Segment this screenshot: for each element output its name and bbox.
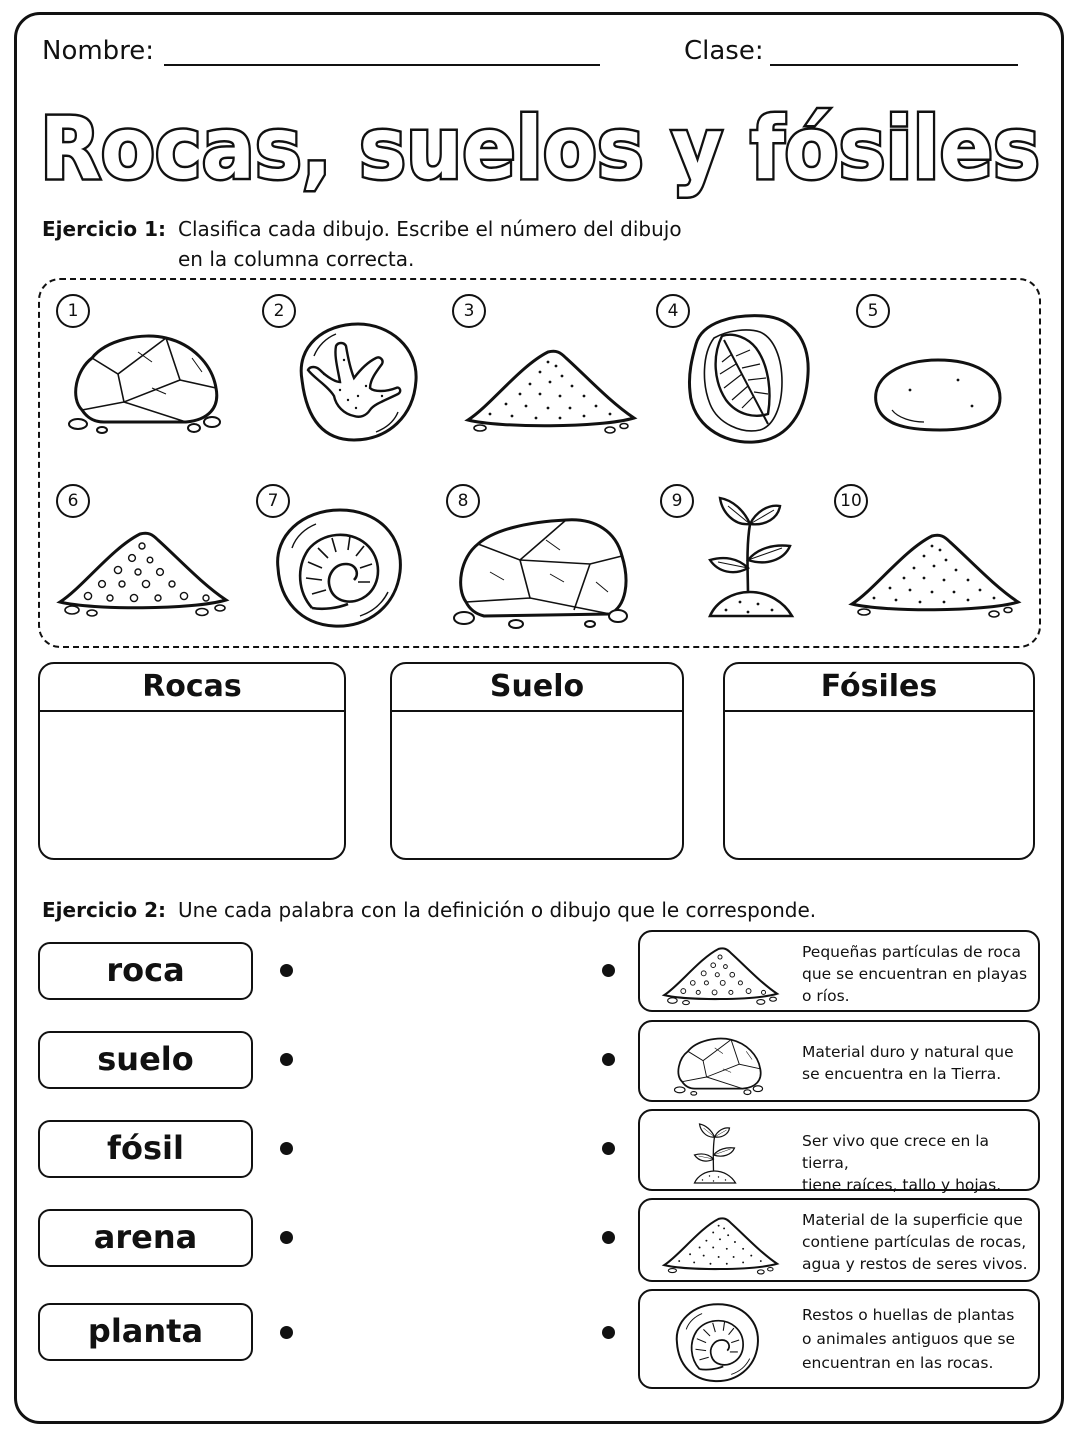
match-dot-left-2[interactable] <box>280 1053 293 1066</box>
item-number-7: 7 <box>256 484 290 518</box>
ammonite-fossil-icon <box>664 1299 768 1385</box>
class-label: Clase: <box>684 36 764 66</box>
definition-card-2 <box>638 1020 1040 1102</box>
match-dot-right-2[interactable] <box>602 1053 615 1066</box>
item-number-3: 3 <box>452 294 486 328</box>
sand-pile-icon <box>460 336 640 436</box>
class-line-field[interactable] <box>770 64 1018 66</box>
pebble-icon <box>862 340 1012 440</box>
match-dot-left-5[interactable] <box>280 1326 293 1339</box>
gravel-pile-icon <box>52 518 232 618</box>
item-number-5: 5 <box>856 294 890 328</box>
exercise1-instruction-line1: Clasifica cada dibujo. Escribe el número del dibujo <box>178 217 682 241</box>
column-rocas-header: Rocas <box>40 664 344 712</box>
sand-pile-icon <box>650 938 790 1006</box>
ammonite-fossil-icon <box>262 502 412 632</box>
match-dot-left-3[interactable] <box>280 1142 293 1155</box>
name-label: Nombre: <box>42 36 155 66</box>
item-number-8: 8 <box>446 484 480 518</box>
column-suelo[interactable] <box>390 662 684 860</box>
column-suelo-header: Suelo <box>392 664 682 712</box>
plant-sprout-icon <box>696 484 806 624</box>
match-dot-right-5[interactable] <box>602 1326 615 1339</box>
column-fosiles-header: Fósiles <box>725 664 1033 712</box>
word-fosil: fósil <box>38 1120 253 1178</box>
soil-pile-icon <box>650 1208 790 1276</box>
rock-icon <box>62 318 232 438</box>
item-number-4: 4 <box>656 294 690 328</box>
item-number-6: 6 <box>56 484 90 518</box>
definition-card-4 <box>638 1198 1040 1282</box>
rock-icon <box>662 1028 778 1098</box>
exercise2-instruction: Une cada palabra con la definición o dibujo que le corresponde. <box>178 898 817 922</box>
item-number-1: 1 <box>56 294 90 328</box>
word-suelo: suelo <box>38 1031 253 1089</box>
column-rocas[interactable] <box>38 662 346 860</box>
word-arena: arena <box>38 1209 253 1267</box>
item-number-2: 2 <box>262 294 296 328</box>
word-roca: roca <box>38 942 253 1000</box>
match-dot-right-3[interactable] <box>602 1142 615 1155</box>
definition-card-1 <box>638 930 1040 1012</box>
word-planta: planta <box>38 1303 253 1361</box>
definition-card-5 <box>638 1289 1040 1389</box>
page-title-text: Rocas, suelos y fósiles <box>40 99 1040 199</box>
definition-text-4: Material de la superficie que contiene partículas de rocas, agua y restos de seres vivos. <box>802 1211 1028 1273</box>
page-title <box>30 82 1050 202</box>
soil-pile-icon <box>844 520 1024 620</box>
boulder-icon <box>450 502 640 632</box>
leaf-fossil-icon <box>678 308 818 448</box>
plant-sprout-icon <box>680 1117 750 1187</box>
column-fosiles[interactable] <box>723 662 1035 860</box>
exercise2-label: Ejercicio 2: <box>42 898 166 922</box>
exercise1-label: Ejercicio 1: <box>42 217 166 241</box>
definition-card-3 <box>638 1109 1040 1194</box>
definition-text-5: Restos o huellas de plantas o animales antiguos que se encuentran en las rocas. <box>802 1306 1016 1372</box>
footprint-fossil-icon <box>278 316 428 446</box>
definition-text-3: Ser vivo que crece en la tierra, tiene raíces, tallo y hojas. <box>802 1132 1002 1194</box>
item-number-10: 10 <box>834 484 868 518</box>
exercise1-instruction-line2: en la columna correcta. <box>178 247 415 271</box>
definition-text-2: Material duro y natural que se encuentra en la Tierra. <box>802 1043 1014 1083</box>
match-dot-right-4[interactable] <box>602 1231 615 1244</box>
match-dot-left-1[interactable] <box>280 964 293 977</box>
name-line-field[interactable] <box>164 64 600 66</box>
item-number-9: 9 <box>660 484 694 518</box>
match-dot-right-1[interactable] <box>602 964 615 977</box>
definition-text-1: Pequeñas partículas de roca que se encuentran en playas o ríos. <box>802 943 1028 1005</box>
match-dot-left-4[interactable] <box>280 1231 293 1244</box>
